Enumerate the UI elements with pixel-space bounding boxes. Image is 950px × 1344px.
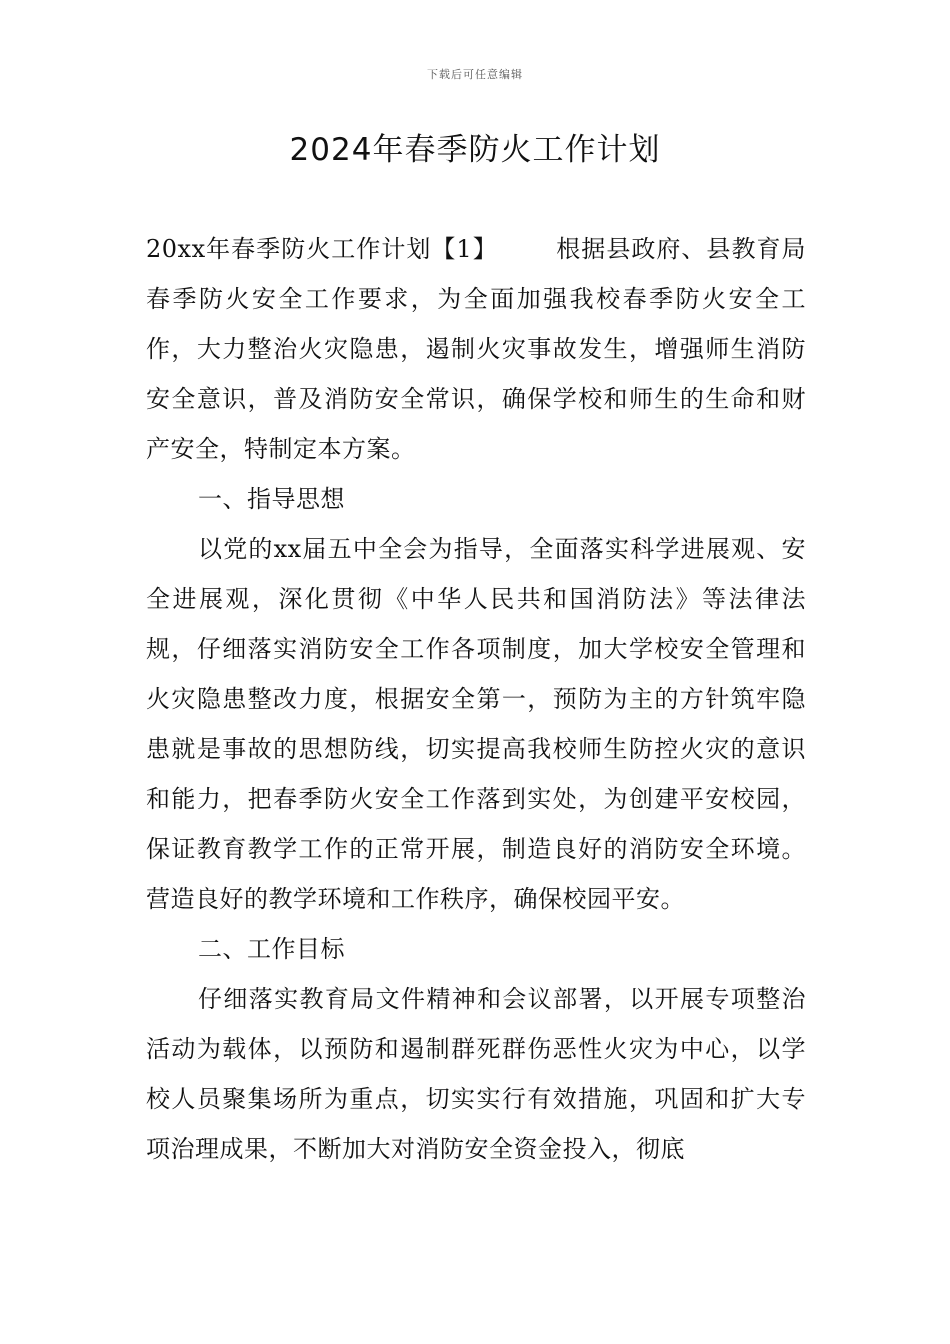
section-heading-guiding-ideology: 一、指导思想: [198, 485, 345, 513]
section-paragraph-guiding-ideology: 以党的xx届五中全会为指导，全面落实科学进展观、安全进展观，深化贯彻《中华人民共和国消防法》等法律法规，仔细落实消防安全工作各项制度，加大学校安全管理和火灾隐患整改力度，根据安全第一，预防为主的方针筑牢隐患就是事故的思想防线，切实提高我校师生防控火灾的意识和能力，把春季防火安全工作落到实处，为创建平安校园，保证教育教学工作的正常开展，制造良好的消防安全环境。营造良好的教学环境和工作秩序，确保校园平安。: [146, 535, 806, 913]
intro-text: 根据县政府、县教育局春季防火安全工作要求，为全面加强我校春季防火安全工作，大力整治火灾隐患，遏制火灾事故发生，增强师生消防安全意识，普及消防安全常识，确保学校和师生的生命和财产安全，特制定本方案。: [146, 235, 806, 463]
document-body: [146, 224, 806, 1174]
header-note: 下载后可任意编辑: [427, 68, 523, 81]
section-heading-work-goals: 二、工作目标: [198, 935, 345, 963]
intro-paragraph: [146, 224, 806, 474]
document-title: 2024年春季防火工作计划: [289, 132, 661, 168]
intro-lead: 20xx年春季防火工作计划【1】: [146, 235, 498, 263]
section-paragraph-work-goals: 仔细落实教育局文件精神和会议部署，以开展专项整治活动为载体，以预防和遏制群死群伤恶性火灾为中心，以学校人员聚集场所为重点，切实实行有效措施，巩固和扩大专项治理成果，不断加大对消防安全资金投入，彻底: [146, 985, 806, 1163]
